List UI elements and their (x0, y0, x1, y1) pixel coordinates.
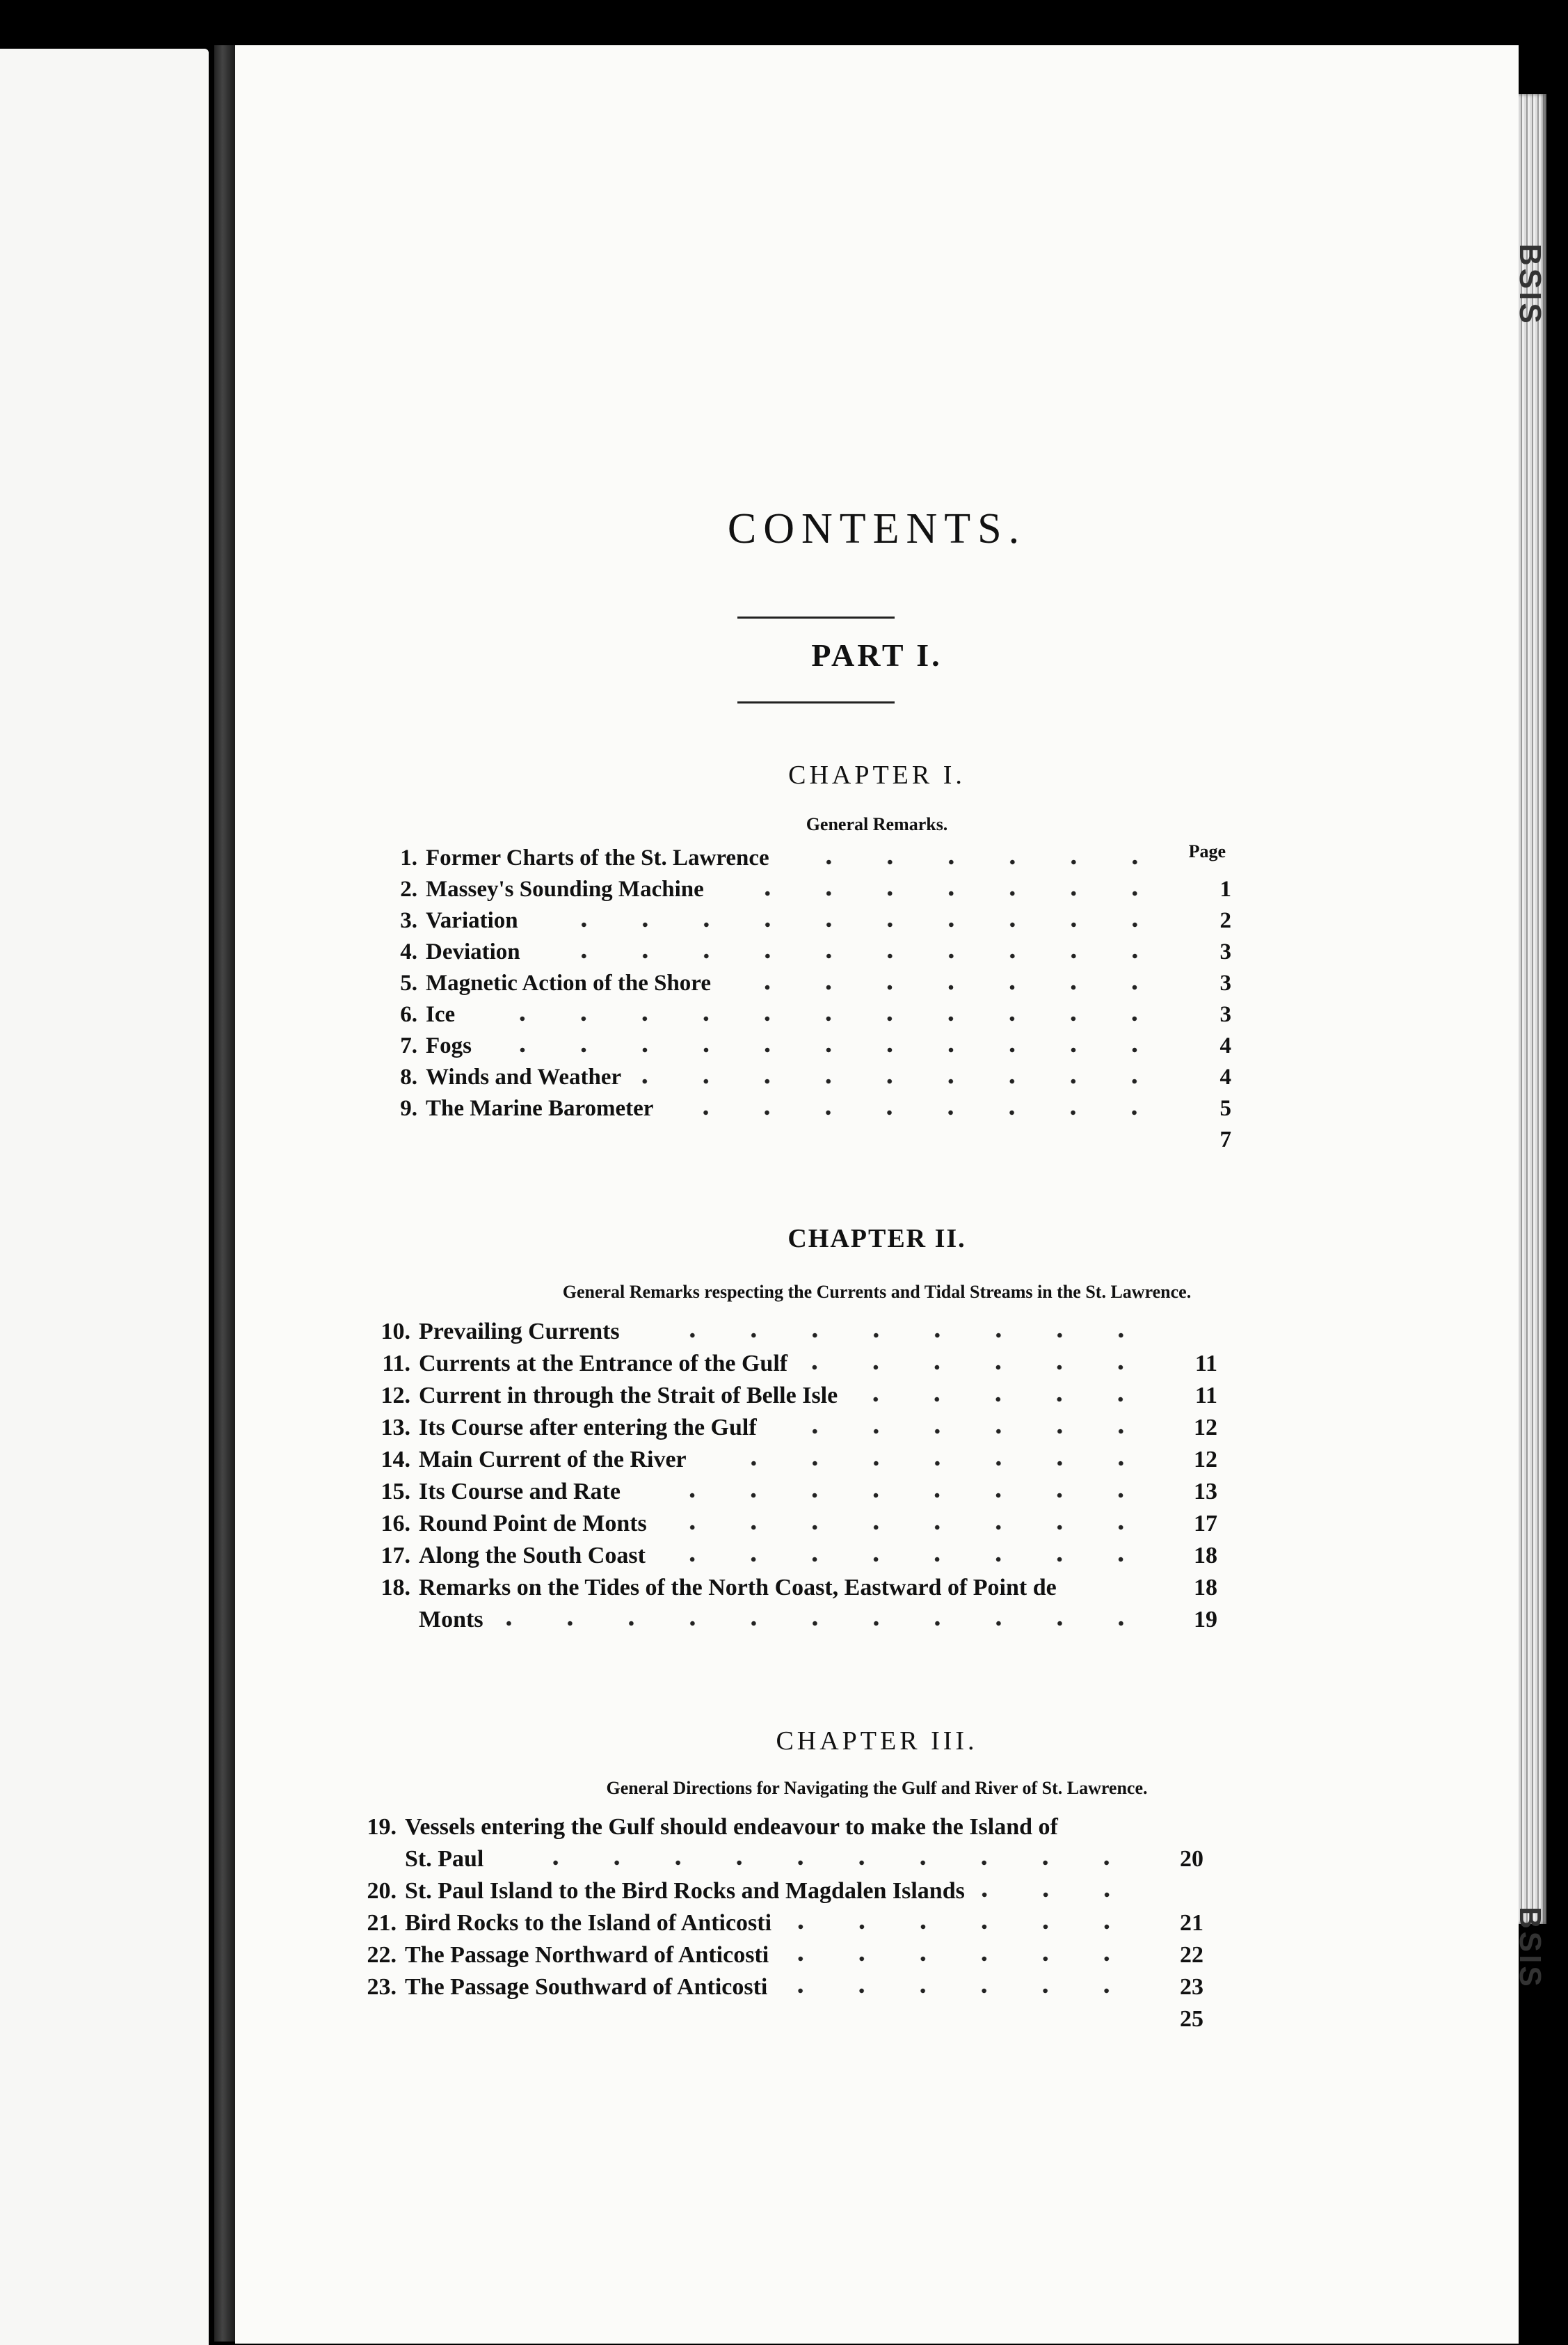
leader-dots (783, 855, 1165, 869)
edge-stamp-bottom: BSIS (1513, 1907, 1547, 1989)
leader-dots (851, 1392, 1151, 1406)
page-column-label: Page (1188, 841, 1226, 861)
leader-dots (701, 1456, 1151, 1470)
leader-dots (781, 1984, 1137, 1998)
leader-dots (497, 1616, 1151, 1630)
entry-title: Bird Rocks to the Island of Anticosti (405, 1910, 772, 1936)
entry-number: 14. (381, 1447, 410, 1472)
leader-dots (771, 1424, 1151, 1438)
page-edges (1513, 94, 1547, 1924)
entry-title: Massey's Sounding Machine (426, 877, 704, 902)
entry-title: Main Current of the River (419, 1447, 687, 1472)
entry-number: 20. (367, 1878, 397, 1904)
leader-dots (634, 1328, 1151, 1342)
book-spine (214, 45, 235, 2342)
toc-entry (362, 1096, 1231, 1152)
entry-page-number: 11 (1194, 1351, 1217, 1376)
entry-number: 23. (367, 1974, 397, 2000)
entry-page-number: 12 (1194, 1447, 1217, 1472)
entry-title: Ice (426, 1002, 456, 1027)
leader-dots (497, 1856, 1137, 1870)
entry-title: Its Course and Rate (419, 1479, 621, 1504)
entry-page-number: 17 (1194, 1511, 1217, 1536)
leader-dots (534, 949, 1165, 963)
entry-page-number: 3 (1219, 939, 1231, 964)
entry-page-number: 18 (1194, 1575, 1217, 1600)
entry-title: Vessels entering the Gulf should endeavour to make the Island of (405, 1814, 1058, 1840)
entry-number: 8. (400, 1065, 417, 1090)
leader-dots (659, 1552, 1151, 1566)
entry-number: 19. (367, 1814, 397, 1840)
entry-number: 11. (382, 1351, 410, 1376)
entry-page-number: 12 (1194, 1415, 1217, 1440)
entry-number: 4. (400, 939, 417, 964)
entry-number: 15. (381, 1479, 410, 1504)
entry-number: 21. (367, 1910, 397, 1936)
entry-page-number: 20 (1180, 1846, 1203, 1872)
entry-number: 12. (381, 1383, 410, 1408)
leader-dots (469, 1012, 1165, 1026)
entry-page-number: 13 (1194, 1479, 1217, 1504)
edge-stamp-top: BSIS (1513, 244, 1547, 326)
part-heading: PART I. (811, 637, 943, 673)
entry-page-number: 22 (1180, 1942, 1203, 1968)
entry-title-continued: Monts (419, 1607, 483, 1632)
entry-page-number: 4 (1219, 1033, 1231, 1058)
entry-title: Former Charts of the St. Lawrence (426, 845, 769, 871)
entry-page-number: 2 (1219, 908, 1231, 933)
entry-page-number: 3 (1219, 1002, 1231, 1027)
toc-entry (341, 1814, 1203, 1878)
page-title: CONTENTS. (727, 505, 1027, 553)
entry-number: 1. (400, 845, 417, 871)
entry-page-number: 4 (1219, 1065, 1231, 1090)
entry-number: 10. (381, 1319, 410, 1344)
entry-title: Current in through the Strait of Belle Isle (419, 1383, 838, 1408)
leader-dots (635, 1074, 1165, 1088)
entry-title: Magnetic Action of the Shore (426, 971, 712, 996)
entry-page-number: 11 (1194, 1383, 1217, 1408)
chapter-1-entries (362, 841, 1231, 1152)
leader-dots (532, 918, 1165, 932)
entry-number: 9. (400, 1096, 417, 1121)
leader-dots (634, 1488, 1151, 1502)
leader-dots (979, 1888, 1137, 1902)
entry-title: Along the South Coast (419, 1543, 646, 1568)
entry-title: St. Paul Island to the Bird Rocks and Magdalen Islands (405, 1878, 965, 1904)
entry-number: 2. (400, 877, 417, 902)
toc-entry (341, 1974, 1203, 2032)
entry-page-number: 1 (1219, 877, 1231, 902)
entry-title: Variation (426, 908, 518, 933)
chapter-3-subtitle: General Directions for Navigating the Gulf and River of St. Lawrence. (606, 1778, 1148, 1798)
leader-dots (801, 1360, 1151, 1374)
chapter-2-title: CHAPTER II. (787, 1224, 966, 1253)
entry-title: The Passage Southward of Anticosti (405, 1974, 768, 2000)
entry-number: 22. (367, 1942, 397, 1968)
toc-entry (355, 1575, 1217, 1639)
chapter-3-title: CHAPTER III. (776, 1726, 978, 1756)
entry-page-number: 18 (1194, 1543, 1217, 1568)
entry-number: 16. (381, 1511, 410, 1536)
entry-title-continued: St. Paul (405, 1846, 484, 1872)
entry-number: 3. (400, 908, 417, 933)
entry-title: Remarks on the Tides of the North Coast, Eastward of Point de (419, 1575, 1057, 1600)
divider-rule (737, 701, 895, 704)
chapter-1-title: CHAPTER I. (788, 761, 966, 790)
entry-number: 13. (381, 1415, 410, 1440)
entry-page-number: 19 (1194, 1607, 1217, 1632)
chapter-2-entries (355, 1319, 1217, 1639)
leader-dots (785, 1920, 1137, 1934)
leader-dots (725, 980, 1165, 994)
chapter-2-subtitle: General Remarks respecting the Currents and Tidal Streams in the St. Lawrence. (562, 1282, 1192, 1302)
entry-page-number: 7 (1219, 1127, 1231, 1152)
entry-title: Currents at the Entrance of the Gulf (419, 1351, 788, 1376)
leader-dots (667, 1106, 1165, 1120)
entry-page-number: 3 (1219, 971, 1231, 996)
entry-title: Deviation (426, 939, 520, 964)
leader-dots (718, 887, 1165, 900)
leader-dots (661, 1520, 1151, 1534)
entry-title: Fogs (426, 1033, 472, 1058)
entry-number: 6. (400, 1002, 417, 1027)
entry-title: Round Point de Monts (419, 1511, 647, 1536)
entry-page-number: 5 (1219, 1096, 1231, 1121)
entry-title: The Passage Northward of Anticosti (405, 1942, 769, 1968)
chapter-3-entries (341, 1814, 1203, 2032)
entry-number: 5. (400, 971, 417, 996)
entry-page-number: 25 (1180, 2006, 1203, 2032)
entry-title: Its Course after entering the Gulf (419, 1415, 757, 1440)
entry-number: 18. (381, 1575, 410, 1600)
entry-number: 7. (400, 1033, 417, 1058)
facing-page (0, 49, 209, 2345)
entry-title: The Marine Barometer (426, 1096, 654, 1121)
leader-dots (486, 1043, 1165, 1057)
entry-title: Prevailing Currents (419, 1319, 620, 1344)
entry-page-number: 23 (1180, 1974, 1203, 2000)
entry-title: Winds and Weather (426, 1065, 622, 1090)
entry-page-number: 21 (1180, 1910, 1203, 1936)
entry-number: 17. (381, 1543, 410, 1568)
leader-dots (783, 1952, 1137, 1966)
chapter-1-subtitle: General Remarks. (806, 814, 948, 834)
divider-rule (737, 617, 895, 619)
